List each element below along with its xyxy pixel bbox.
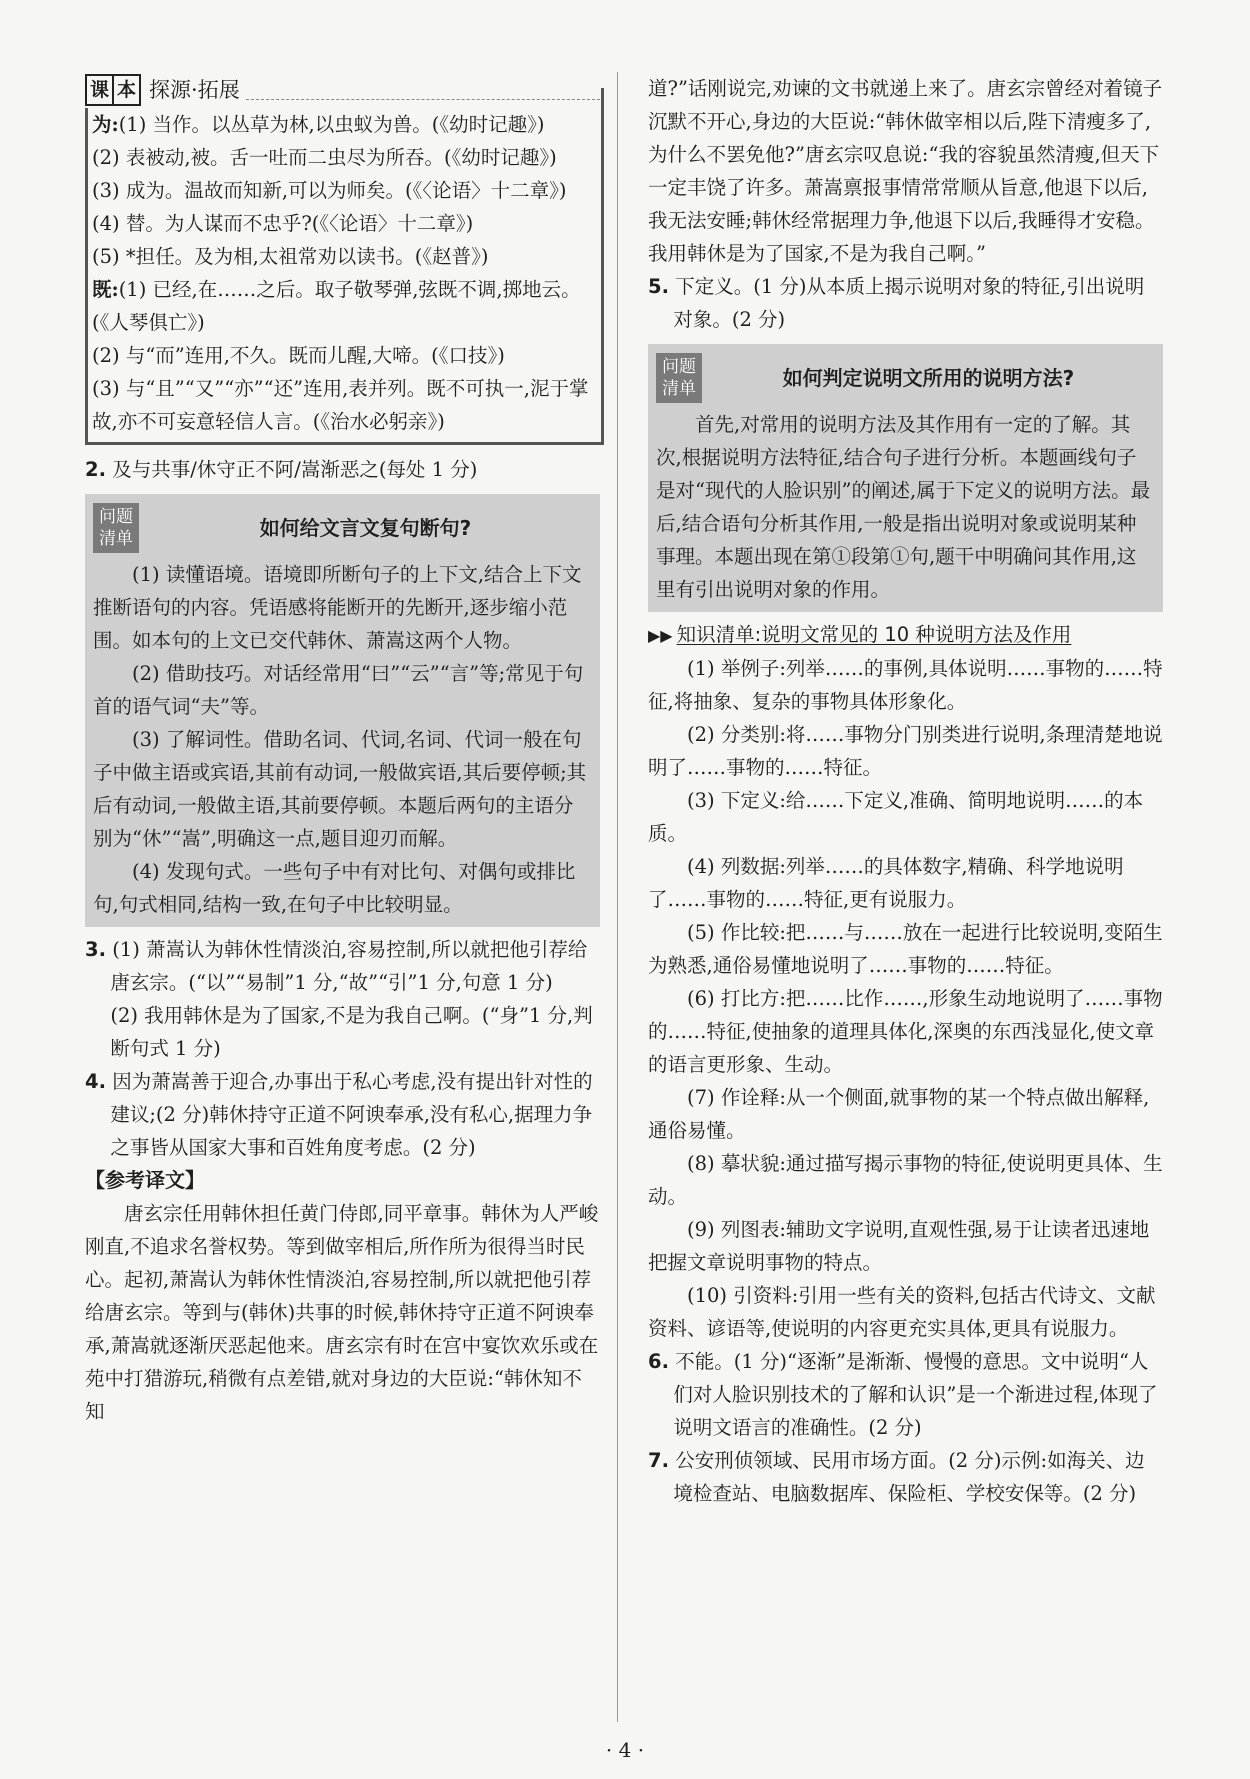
- translation-right: 道?”话刚说完,劝谏的文书就递上来了。唐玄宗曾经对着镜子沉默不开心,身边的大臣说:“韩休做宰相以后,陛下清瘦多了,为什么不罢免他?”唐玄宗叹息说:“我的容貌虽然清瘦,但天下一定丰饶了许多。萧嵩禀报事情常常顺从旨意,他退下以后,我无法安睡;韩休经常据理力争,他退下以后,我睡得才安稳。我用韩休是为了国家,不是为我自己啊。”: [648, 77, 1163, 265]
- kb-title: 探源·拓展: [149, 77, 240, 102]
- box1-para-1: (1) 读懂语境。语境即所断句子的上下文,结合上下文推断语句的内容。凭语感将能断开的先断开,逐步缩小范围。如本句的上文已交代韩休、萧嵩这两个人物。: [93, 563, 582, 652]
- list-item: (7) 作诠释:从一个侧面,就事物的某一个特点做出解释,通俗易懂。: [648, 1086, 1150, 1142]
- box1-header: [93, 498, 592, 558]
- wei-2: (2) 表被动,被。舌一吐而二虫尽为所吞。(《幼时记趣》): [92, 146, 557, 169]
- kb-header: [85, 72, 600, 108]
- wei-3: (3) 成为。温故而知新,可以为师矣。(《〈论语〉十二章》): [92, 179, 567, 202]
- list-item: (2) 分类别:将……事物分门别类进行说明,条理清楚地说明了……事物的……特征。: [648, 723, 1163, 779]
- list-item: (4) 列数据:列举……的具体数字,精确、科学地说明了……事物的……特征,更有说服力。: [648, 855, 1124, 911]
- q6-number: 6.: [648, 1350, 669, 1373]
- q5-number: 5.: [648, 275, 669, 298]
- knowledge-list-title: 知识清单:说明文常见的 10 种说明方法及作用: [676, 623, 1072, 646]
- q7-number: 7.: [648, 1449, 669, 1472]
- q7-answer: 公安刑侦领域、民用市场方面。(2 分)示例:如海关、边境检查站、电脑数据库、保险柜、学校安保等。(2 分): [673, 1449, 1145, 1505]
- q4-number: 4.: [85, 1070, 106, 1093]
- box1-para-3: (3) 了解词性。借助名词、代词,名词、代词一般在句子中做主语或宾语,其前有动词,一般做宾语,其后要停顿;其后有动词,一般做主语,其前要停顿。本题后两句的主语分别为“休”“嵩”,明确这一点,题目迎刃而解。: [93, 728, 587, 850]
- question-2: [85, 453, 600, 486]
- translation-heading: 【参考译文】: [85, 1168, 205, 1192]
- kb-tag: [85, 74, 141, 106]
- q5-answer: 下定义。(1 分)从本质上揭示说明对象的特征,引出说明对象。(2 分): [673, 275, 1145, 331]
- wei-4: (4) 替。为人谋而不忠乎?(《〈论语〉十二章》): [92, 212, 474, 235]
- box2-tag: [656, 353, 702, 403]
- q2-answer: 及与共事/休守正不阿/嵩渐恶之(每处 1 分): [112, 458, 478, 481]
- box2-header: [656, 348, 1155, 408]
- q6-answer: 不能。(1 分)“逐渐”是渐渐、慢慢的意思。文中说明“人们对人脸识别技术的了解和认识”是一个渐进过程,体现了说明文语言的准确性。(2 分): [673, 1350, 1158, 1439]
- knowledge-list-heading: [648, 618, 1163, 652]
- list-item: (6) 打比方:把……比作……,形象生动地说明了……事物的……特征,使抽象的道理具体化,深奥的东西浅显化,使文章的语言更形象、生动。: [648, 987, 1163, 1076]
- q2-number: 2.: [85, 458, 106, 481]
- box1-title: 如何给文言文复句断句?: [259, 515, 472, 540]
- list-item: (9) 列图表:辅助文字说明,直观性强,易于让读者迅速地把握文章说明事物的特点。: [648, 1218, 1150, 1274]
- box2-tag-1: 问题: [662, 357, 696, 377]
- q3-answer-1: (1) 萧嵩认为韩休性情淡泊,容易控制,所以就把他引荐给唐玄宗。(“以”“易制”1 分,“故”“引”1 分,句意 1 分): [110, 938, 588, 994]
- question-list-box-2: [648, 344, 1163, 612]
- ji-head: 既:: [92, 278, 119, 301]
- wei-1: (1) 当作。以丛草为林,以虫蚁为兽。(《幼时记趣》): [118, 113, 545, 136]
- list-item: (5) 作比较:把……与……放在一起进行比较说明,变陌生为熟悉,通俗易懂地说明了……事物的……特征。: [648, 921, 1163, 977]
- list-item: (3) 下定义:给……下定义,准确、简明地说明……的本质。: [648, 789, 1144, 845]
- wei-line-1: [92, 108, 593, 141]
- box2-para-1: 首先,对常用的说明方法及其作用有一定的了解。其次,根据说明方法特征,结合句子进行分析。本题画线句子是对“现代的人脸识别”的阐述,属于下定义的说明方法。最后,结合语句分析其作用,一般是指出说明对象或说明某种事理。本题出现在第①段第①句,题干中明确问其作用,这里有引出说明对象的作用。: [656, 413, 1151, 601]
- ji-line-1: [92, 273, 593, 339]
- box1-para-2: (2) 借助技巧。对话经常用“曰”“云”“言”等;常见于句首的语气词“夫”等。: [93, 662, 584, 718]
- list-item: (10) 引资料:引用一些有关的资料,包括古代诗文、文献资料、谚语等,使说明的内容更充实具体,更具有说服力。: [648, 1284, 1156, 1340]
- translation-left: 唐玄宗任用韩休担任黄门侍郎,同平章事。韩休为人严峻刚直,不追求名誉权势。等到做宰相后,所作所为很得当时民心。起初,萧嵩认为韩休性情淡泊,容易控制,所以就把他引荐给唐玄宗。等到与(韩休)共事的时候,韩休持守正道不阿谀奉承,萧嵩就逐渐厌恶起他来。唐玄宗有时在宫中宴饮欢乐或在苑中打猎游玩,稍微有点差错,就对身边的大臣说:“韩休知不知: [85, 1202, 599, 1423]
- question-list-box-1: [85, 494, 600, 927]
- column-divider: [617, 72, 618, 1722]
- page-number: · 4 ·: [605, 1738, 645, 1762]
- wei-head: 为:: [92, 113, 119, 136]
- ji-1: (1) 已经,在……之后。取子敬琴弹,弦既不调,掷地云。(《人琴俱亡》): [92, 278, 581, 334]
- question-4: [85, 1065, 600, 1164]
- q3-number: 3.: [85, 938, 106, 961]
- ji-2: (2) 与“而”连用,不久。既而儿醒,大啼。(《口技》): [92, 344, 505, 367]
- box2-title: 如何判定说明文所用的说明方法?: [782, 365, 1075, 390]
- wei-5: (5) *担任。及为相,太祖常劝以读书。(《赵普》): [92, 245, 489, 268]
- kb-tag-1: 课: [90, 79, 110, 101]
- question-5: [648, 270, 1163, 336]
- ji-3: (3) 与“且”“又”“亦”“还”连用,表并列。既不可执一,泥于掌故,亦不可妄意轻信人言。(《治水必躬亲》): [92, 377, 589, 433]
- question-6: [648, 1345, 1163, 1444]
- q4-answer: 因为萧嵩善于迎合,办事出于私心考虑,没有提出针对性的建议;(2 分)韩休持守正道不阿谀奉承,没有私心,据理力争之事皆从国家大事和百姓角度考虑。(2 分): [110, 1070, 593, 1159]
- box1-para-4: (4) 发现句式。一些句子中有对比句、对偶句或排比句,句式相同,结构一致,在句子中比较明显。: [93, 860, 576, 916]
- question-3: [85, 933, 600, 999]
- kb-dashed-line: [246, 81, 600, 100]
- list-item: (1) 举例子:列举……的事例,具体说明……事物的……特征,将抽象、复杂的事物具体形象化。: [648, 657, 1163, 713]
- knowledge-list: [648, 652, 1163, 1345]
- left-column: [85, 72, 600, 1428]
- right-column: [648, 72, 1163, 1510]
- box1-tag-2: 清单: [99, 529, 133, 549]
- kb-tag-2: 本: [112, 76, 139, 104]
- double-arrow-icon: ▶▶: [648, 626, 673, 645]
- kb-box: [85, 108, 604, 445]
- box1-tag-1: 问题: [99, 507, 133, 527]
- box1-tag: [93, 503, 139, 553]
- box2-tag-2: 清单: [662, 379, 696, 399]
- q3-answer-2: (2) 我用韩休是为了国家,不是为我自己啊。(“身”1 分,判断句式 1 分): [110, 1004, 593, 1060]
- question-7: [648, 1444, 1163, 1510]
- list-item: (8) 摹状貌:通过描写揭示事物的特征,使说明更具体、生动。: [648, 1152, 1163, 1208]
